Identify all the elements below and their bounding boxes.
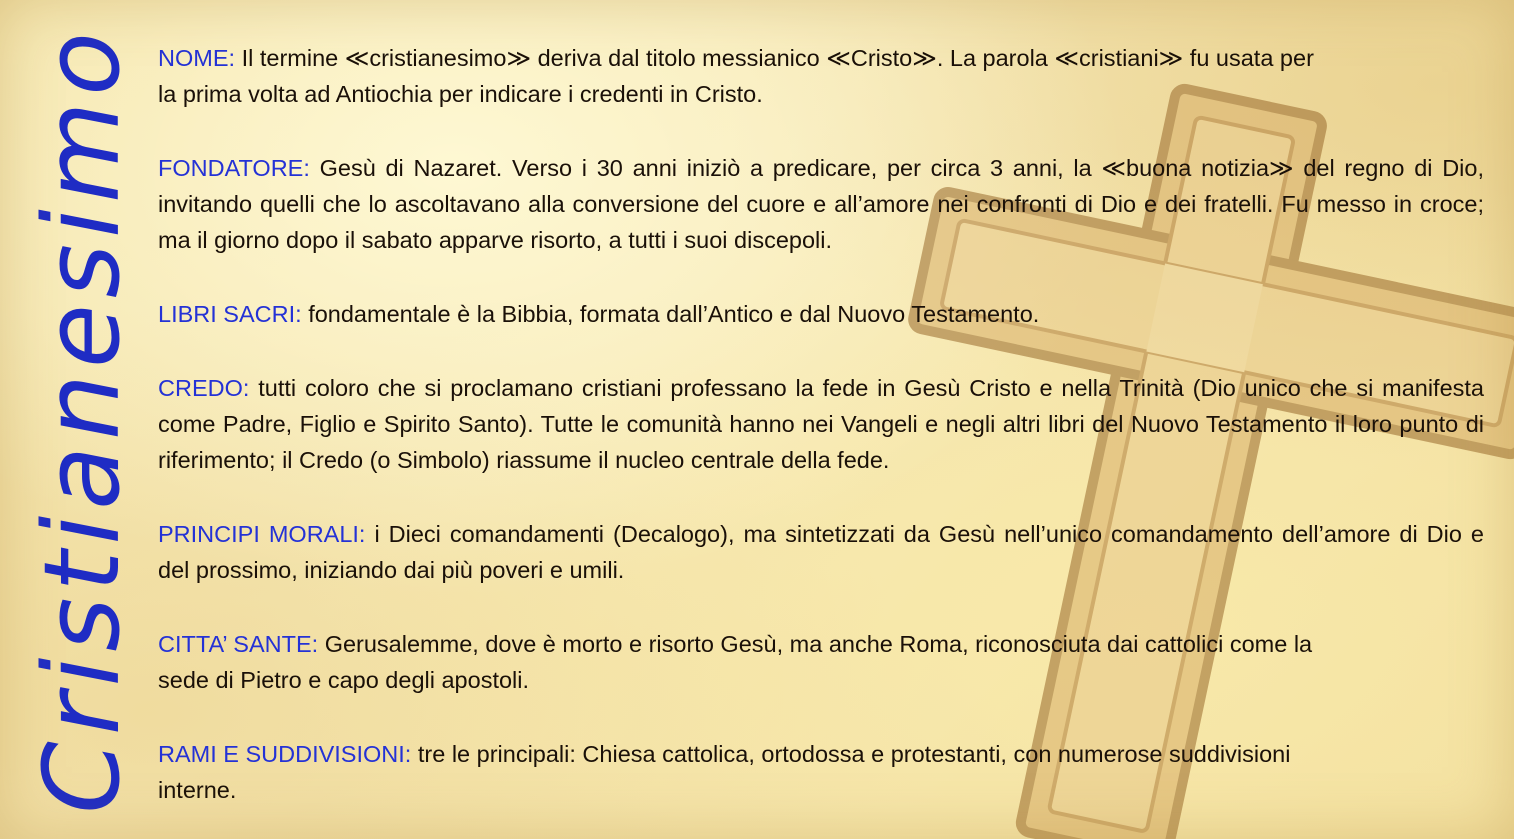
section-text: Gerusalemme, dove è morto e risorto Gesù, ma anche Roma, riconosciuta dai cattolici come la sede di Pietro e capo degli apostoli.: [158, 631, 1313, 693]
section-label: CREDO:: [158, 375, 250, 401]
section-principi-morali: [158, 516, 1484, 588]
section-rami-suddivisioni: [158, 736, 1338, 808]
section-text: fondamentale è la Bibbia, formata dall’Antico e dal Nuovo Testamento.: [308, 301, 1040, 327]
section-label: FONDATORE:: [158, 155, 310, 181]
section-text: tutti coloro che si proclamano cristiani professano la fede in Gesù Cristo e nella Trinità (Dio unico che si manifesta come Padre, Figlio e Spirito Santo). Tutte le comunità hanno nei Vangeli e negli altri libri del Nuovo Testamento il loro punto di riferimento; il Credo (o Simbolo) riassume il nucleo centrale della fede.: [158, 375, 1484, 473]
section-nome: [158, 40, 1338, 112]
section-text: i Dieci comandamenti (Decalogo), ma sintetizzati da Gesù nell’unico comandamento dell’amore di Dio e del prossimo, iniziando dai più poveri e umili.: [158, 521, 1485, 583]
section-label: PRINCIPI MORALI:: [158, 521, 366, 547]
section-fondatore: [158, 150, 1484, 258]
section-text: Il termine ≪cristianesimo≫ deriva dal titolo messianico ≪Cristo≫. La parola ≪cristiani≫ fu usata per la prima volta ad Antiochia per indicare i credenti in Cristo.: [158, 45, 1314, 107]
content-body: [158, 40, 1484, 839]
section-label: CITTA’ SANTE:: [158, 631, 319, 657]
section-libri-sacri: [158, 296, 1484, 332]
section-label: NOME:: [158, 45, 236, 71]
section-label: RAMI E SUDDIVISIONI:: [158, 741, 412, 767]
section-text: tre le principali: Chiesa cattolica, ortodossa e protestanti, con numerose suddivisioni interne.: [158, 741, 1291, 803]
section-credo: [158, 370, 1484, 478]
section-citta-sante: [158, 626, 1338, 698]
section-label: LIBRI SACRI:: [158, 301, 302, 327]
section-text: Gesù di Nazaret. Verso i 30 anni iniziò a predicare, per circa 3 anni, la ≪buona notizia≫ del regno di Dio, invitando quelli che lo ascoltavano alla conversione del cuore e all’amore nei confronti di Dio e dei fratelli. Fu messo in croce; ma il giorno dopo il sabato apparve risorto, a tutti i suoi discepoli.: [158, 155, 1484, 253]
page-title: Cristianesimo: [21, 26, 143, 814]
